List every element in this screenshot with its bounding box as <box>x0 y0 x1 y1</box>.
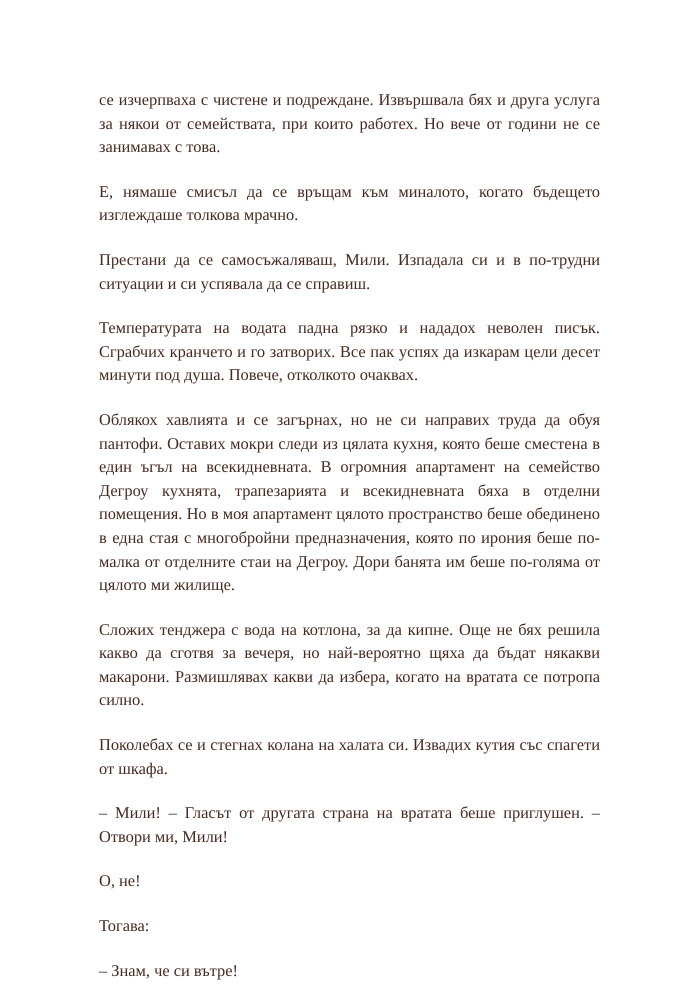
body-text <box>99 88 600 982</box>
paragraph: Престани да се самосъжаляваш, Мили. Изпадала си и в по-трудни ситуации и си успявала да се справиш. <box>99 249 600 293</box>
dialogue-paragraph: – Знам, че си вътре! <box>99 960 238 980</box>
dialogue-paragraph: – Мили! – Гласът от другата страна на вратата беше приглушен. – Отвори ми, Мили! <box>99 803 600 846</box>
paragraph: Облякох хавлията и се загърнах, но не си направих труда да обуя пантофи. Оставих мокри следи из цялата кухня, която беше сместена в един ъгъл на всекидневната. В огромния апартамент на семейство Дегроу кухнята, трапезарията и всекидневната бяха в отделни помещения. Но в моя апартамент цялото пространство беше обединено в една стая с многобройни предназначения, която по ирония беше по-малка от отделните стаи на Дегроу. Дори банята им беше по-голяма от цялото ми жилище. <box>99 409 600 595</box>
paragraph: Поколебах се и стегнах колана на халата си. Извадих кутия със спагети от шкафа. <box>99 735 600 778</box>
paragraph: Сложих тенджера с вода на котлона, за да кипне. Още не бях решила какво да сготвя за вечеря, но най-вероятно щяха да бъдат някакви макарони. Размишлявах какви да избера, когато на вратата се потропа силно. <box>99 619 600 710</box>
paragraph: О, не! <box>99 871 141 891</box>
paragraph: Температурата на водата падна рязко и нададох неволен писък. Сграбчих кранчето и го затворих. Все пак успях да изкарам цели десет минути под душа. Повече, отколкото очаквах. <box>99 318 600 385</box>
paragraph: Е, нямаше смисъл да се връщам към миналото, когато бъдещето изглеждаше толкова мрачно. <box>99 181 600 225</box>
paragraph: се изчерпваха с чистене и подреждане. Извършвала бях и друга услуга за някои от семействата, при които работех. Но вече от години не се занимавах с това. <box>99 90 600 157</box>
paragraph: Тогава: <box>99 916 150 936</box>
